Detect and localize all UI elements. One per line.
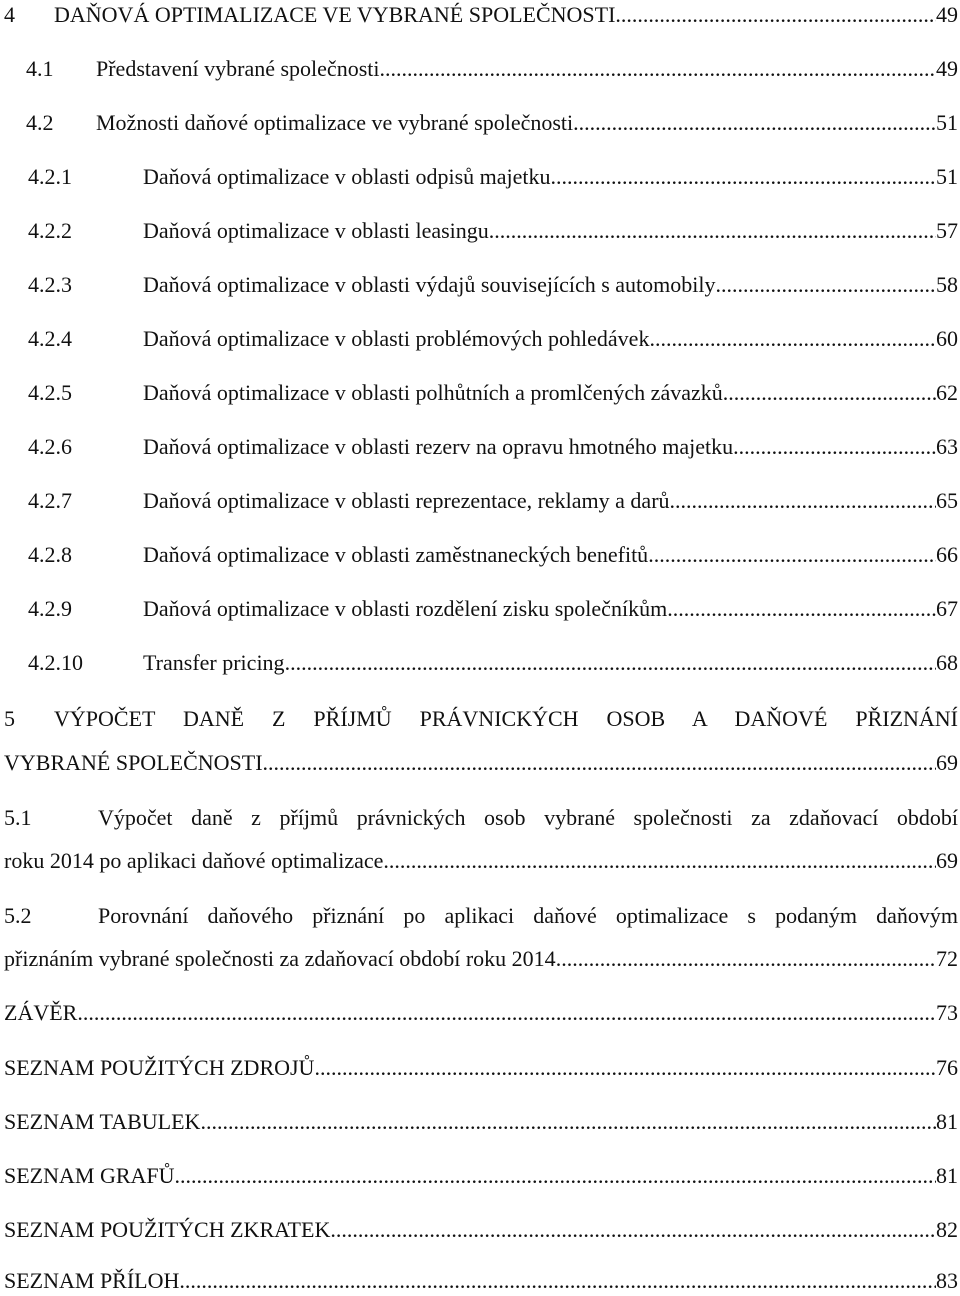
toc-leader-dots: [200, 1107, 936, 1137]
toc-number: 4.2.3: [28, 272, 72, 297]
toc-title: ZÁVĚR: [4, 1000, 78, 1025]
toc-entry-charts[interactable]: [0, 1161, 960, 1191]
toc-number: 4.2: [26, 110, 54, 135]
toc-title: Daňová optimalizace v oblasti odpisů majetku: [143, 164, 551, 189]
toc-leader-dots: [648, 540, 936, 570]
toc-page-number: 60: [936, 326, 958, 351]
toc-page-number: 58: [936, 272, 958, 297]
toc-leader-dots: [615, 0, 936, 30]
toc-page-number: 72: [936, 946, 958, 971]
toc-number: 4.2.2: [28, 218, 72, 243]
toc-page-number: 51: [936, 110, 958, 135]
toc-leader-dots: [314, 1053, 936, 1083]
toc-page-number: 68: [936, 650, 958, 675]
toc-title-line-2: přiznáním vybrané společnosti za zdaňovací období roku 2014: [4, 946, 556, 971]
toc-entry-zaver[interactable]: [0, 998, 960, 1028]
toc-leader-dots: [285, 648, 936, 678]
toc-title: Daňová optimalizace v oblasti výdajů souvisejících s automobily: [143, 272, 716, 297]
toc-page-number: 57: [936, 218, 958, 243]
toc-number: 4.2.8: [28, 542, 72, 567]
toc-leader-dots: [179, 1266, 936, 1296]
toc-entry-4-2-10[interactable]: [0, 648, 960, 678]
toc-leader-dots: [489, 216, 936, 246]
toc-number: 4.2.7: [28, 488, 72, 513]
toc-title-line-1: Výpočet daně z příjmů právnických osob vybrané společnosti za zdaňovací období: [98, 805, 958, 830]
toc-title: Daňová optimalizace v oblasti reprezentace, reklamy a darů: [143, 488, 670, 513]
toc-title: Daňová optimalizace v oblasti zaměstnaneckých benefitů: [143, 542, 649, 567]
toc-entry-5-continuation[interactable]: [0, 748, 960, 778]
toc-title: Daňová optimalizace v oblasti rezerv na opravu hmotného majetku: [143, 434, 734, 459]
toc-entry-4-2-2[interactable]: [0, 216, 960, 246]
toc-page-number: 83: [936, 1268, 958, 1293]
toc-number: 4.1: [26, 56, 54, 81]
toc-entry-tables[interactable]: [0, 1107, 960, 1137]
toc-entry-5-2[interactable]: [0, 901, 960, 931]
toc-number: 4.2.6: [28, 434, 72, 459]
toc-number: 5: [4, 706, 15, 731]
toc-title: Transfer pricing: [143, 650, 285, 675]
toc-title-line-1: Porovnání daňového přiznání po aplikaci daňové optimalizace s podaným daňovým: [98, 903, 958, 928]
toc-number: 4.2.5: [28, 380, 72, 405]
toc-number: 4.2.4: [28, 326, 72, 351]
toc-entry-4-2[interactable]: [0, 108, 960, 138]
toc-leader-dots: [667, 594, 936, 624]
toc-entry-5-1[interactable]: [0, 803, 960, 833]
toc-leader-dots: [380, 54, 937, 84]
toc-entry-4-2-9[interactable]: [0, 594, 960, 624]
toc-leader-dots: [723, 378, 936, 408]
toc-page-number: 65: [936, 488, 958, 513]
toc-number: 4.2.10: [28, 650, 83, 675]
toc-title-line-2: roku 2014 po aplikaci daňové optimalizace: [4, 848, 384, 873]
toc-page-number: 63: [936, 434, 958, 459]
toc-entry-5-1-continuation[interactable]: [0, 846, 960, 876]
toc-entry-5[interactable]: [0, 704, 960, 734]
toc-title-line-1: VÝPOČET DANĚ Z PŘÍJMŮ PRÁVNICKÝCH OSOB A DAŇOVÉ PŘIZNÁNÍ: [54, 706, 958, 731]
toc-number: 5.1: [4, 805, 32, 830]
toc-entry-4-2-7[interactable]: [0, 486, 960, 516]
toc-title: Daňová optimalizace v oblasti rozdělení zisku společníkům: [143, 596, 668, 621]
toc-page-number: 66: [936, 542, 958, 567]
toc-entry-5-2-continuation[interactable]: [0, 944, 960, 974]
toc-page-number: 81: [936, 1163, 958, 1188]
toc-leader-dots: [649, 324, 936, 354]
toc-entry-4-1[interactable]: [0, 54, 960, 84]
toc-title-line-2: VYBRANÉ SPOLEČNOSTI: [4, 750, 263, 775]
toc-page-number: 51: [936, 164, 958, 189]
toc-number: 4.2.9: [28, 596, 72, 621]
toc-title: SEZNAM GRAFŮ: [4, 1163, 175, 1188]
toc-page-number: 67: [936, 596, 958, 621]
toc-page-number: 69: [936, 750, 958, 775]
toc-page-number: 69: [936, 848, 958, 873]
toc-title: Představení vybrané společnosti: [96, 56, 380, 81]
toc-entry-4-2-3[interactable]: [0, 270, 960, 300]
toc-page-number: 73: [936, 1000, 958, 1025]
toc-number: 5.2: [4, 903, 32, 928]
toc-leader-dots: [573, 108, 936, 138]
toc-title: Daňová optimalizace v oblasti polhůtních a promlčených závazků: [143, 380, 723, 405]
toc-title: Daňová optimalizace v oblasti problémových pohledávek: [143, 326, 650, 351]
toc-number: 4.2.1: [28, 164, 72, 189]
toc-title: SEZNAM PŘÍLOH: [4, 1268, 180, 1293]
toc-title: Daňová optimalizace v oblasti leasingu: [143, 218, 489, 243]
toc-leader-dots: [263, 748, 936, 778]
toc-title: SEZNAM POUŽITÝCH ZKRATEK: [4, 1217, 331, 1242]
toc-page-number: 76: [936, 1055, 958, 1080]
toc-page-number: 49: [936, 56, 958, 81]
toc-entry-4-2-4[interactable]: [0, 324, 960, 354]
toc-leader-dots: [556, 944, 936, 974]
toc-leader-dots: [733, 432, 936, 462]
toc-leader-dots: [551, 162, 936, 192]
toc-leader-dots: [175, 1161, 936, 1191]
toc-leader-dots: [715, 270, 936, 300]
toc-title: Možnosti daňové optimalizace ve vybrané společnosti: [96, 110, 574, 135]
toc-page-number: 49: [936, 2, 958, 27]
toc-entry-4[interactable]: [0, 0, 960, 30]
toc-leader-dots: [383, 846, 936, 876]
toc-title: SEZNAM POUŽITÝCH ZDROJŮ: [4, 1055, 315, 1080]
toc-leader-dots: [77, 998, 936, 1028]
toc-entry-appendices[interactable]: [0, 1266, 960, 1296]
toc-title: SEZNAM TABULEK: [4, 1109, 201, 1134]
toc-entry-abbreviations[interactable]: [0, 1215, 960, 1245]
toc-entry-4-2-8[interactable]: [0, 540, 960, 570]
toc-number: 4: [4, 2, 15, 27]
toc-leader-dots: [330, 1215, 936, 1245]
toc-page-number: 62: [936, 380, 958, 405]
toc-entry-sources[interactable]: [0, 1053, 960, 1083]
toc-title: DAŇOVÁ OPTIMALIZACE VE VYBRANÉ SPOLEČNOSTI: [54, 2, 616, 27]
toc-entry-4-2-5[interactable]: [0, 378, 960, 408]
toc-leader-dots: [670, 486, 936, 516]
toc-entry-4-2-1[interactable]: [0, 162, 960, 192]
toc-page-number: 81: [936, 1109, 958, 1134]
toc-entry-4-2-6[interactable]: [0, 432, 960, 462]
toc-page-number: 82: [936, 1217, 958, 1242]
